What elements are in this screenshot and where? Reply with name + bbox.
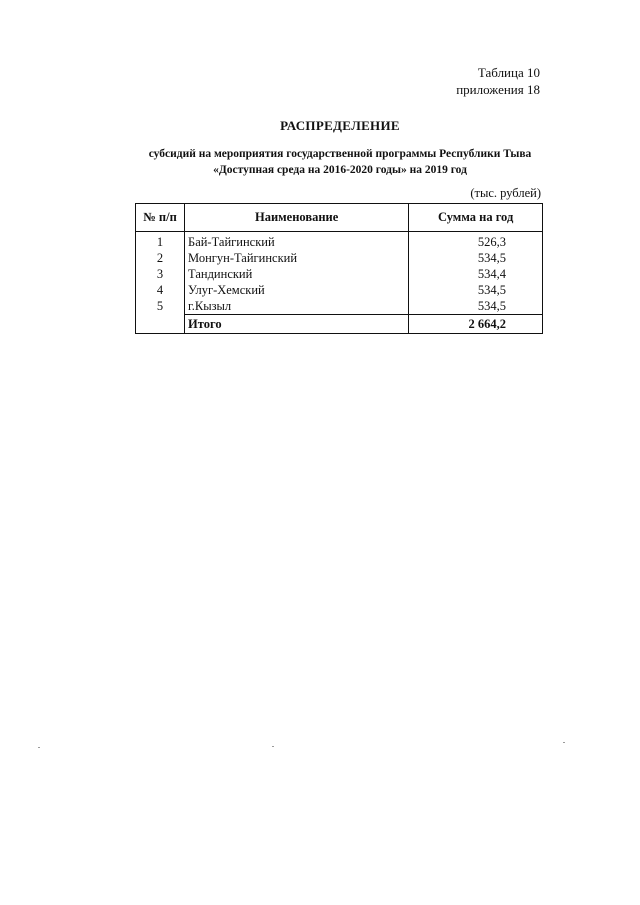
row-num: 5 [136,298,185,315]
row-name: Улуг-Хемский [185,282,409,298]
row-sum: 534,5 [409,282,543,298]
total-label: Итого [185,315,409,334]
appendix-reference: приложения 18 [456,82,540,97]
table-row [136,298,543,315]
subtitle-line-1: субсидий на мероприятия государственной программы Республики Тыва [148,148,532,160]
header-sum: Сумма на год [409,204,543,232]
row-name: Монгун-Тайгинский [185,250,409,266]
total-sum: 2 664,2 [409,315,543,334]
row-sum: 526,3 [409,232,543,251]
table-row [136,282,543,298]
table-row [136,250,543,266]
table-number: Таблица 10 [477,65,540,80]
row-sum: 534,5 [409,250,543,266]
units-label: (тыс. рублей) [470,186,541,200]
distribution-table [135,203,543,334]
row-num: 4 [136,282,185,298]
subtitle-line-2: «Доступная среда на 2016-2020 годы» на 2019 год [213,164,467,176]
row-name: г.Кызыл [185,298,409,315]
header-num: № п/п [136,204,185,232]
table-header-row [136,204,543,232]
row-sum: 534,4 [409,266,543,282]
row-name: Тандинский [185,266,409,282]
scan-speck [563,742,565,743]
row-sum: 534,5 [409,298,543,315]
total-num [136,315,185,334]
table-reference [456,64,540,98]
scan-speck [38,747,40,748]
header-name: Наименование [185,204,409,232]
table-total-row [136,315,543,334]
table-row [136,266,543,282]
row-name: Бай-Тайгинский [185,232,409,251]
scan-speck [272,746,274,747]
row-num: 2 [136,250,185,266]
document-subtitle [0,146,640,178]
row-num: 1 [136,232,185,251]
table-row [136,232,543,251]
document-title: РАСПРЕДЕЛЕНИЕ [280,118,400,133]
row-num: 3 [136,266,185,282]
